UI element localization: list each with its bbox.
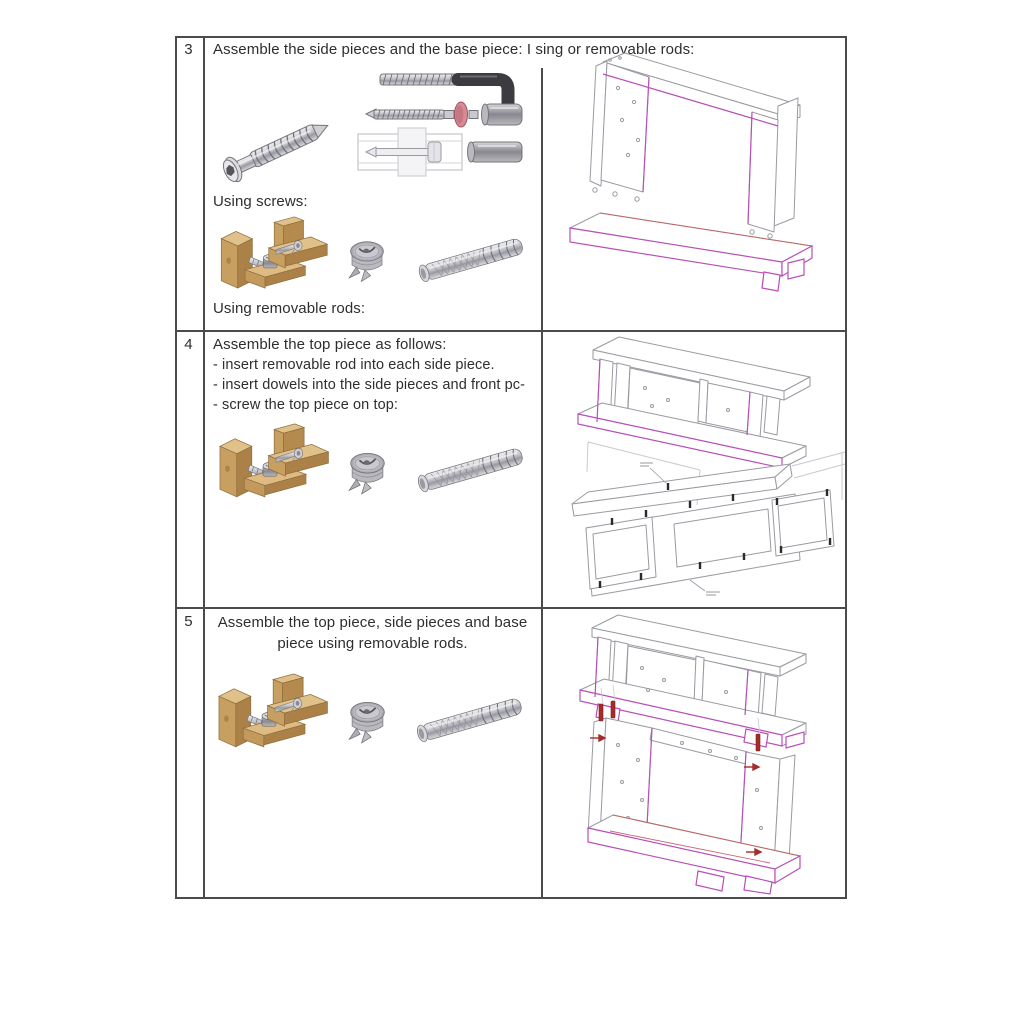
step5-title-line1: Assemble the top piece, side pieces and base xyxy=(217,614,528,631)
step-number-4: 4 xyxy=(184,336,193,353)
step3-caption-screws: Using screws: xyxy=(213,193,308,210)
wood-blocks-joint-icon xyxy=(219,674,327,747)
step4-bullet-3: - screw the top piece on top: xyxy=(213,397,399,413)
frame-and-base-diagram xyxy=(545,40,845,328)
step-number-5: 5 xyxy=(184,613,193,630)
cam-lock-icon xyxy=(349,702,384,743)
assembled-and-base-assembly-diagram xyxy=(544,609,846,899)
cam-lock-icon xyxy=(349,242,383,282)
step3-title: Assemble the side pieces and the base piece: I sing or removable rods: xyxy=(213,41,695,58)
ribbed-dowel-rod-icon xyxy=(416,697,524,743)
wood-blocks-joint-icon xyxy=(220,424,328,497)
step5-title-line2: piece using removable rods. xyxy=(277,635,468,652)
ribbed-dowel-rod-icon xyxy=(417,447,525,493)
step4-title: Assemble the top piece as follows: xyxy=(213,336,447,353)
cam-lock-icon xyxy=(349,453,384,494)
screw-washer-sleeve-icon xyxy=(366,102,522,127)
confirmat-screw-icon xyxy=(220,114,333,185)
step5-hardware-illustrations xyxy=(205,668,543,780)
wood-blocks-joint-icon xyxy=(221,217,327,288)
assembled-and-exploded-diagram xyxy=(544,332,846,606)
step4-bullet-1: - insert removable rod into each side piece. xyxy=(213,357,495,373)
step4-bullet-2: - insert dowels into the side pieces and front pc- xyxy=(213,377,526,393)
bolt-cross-section-icon xyxy=(358,128,522,176)
ribbed-dowel-rod-icon xyxy=(418,237,525,283)
step3-hardware-illustrations xyxy=(205,52,543,328)
table-border-top xyxy=(175,36,847,38)
step-number-3: 3 xyxy=(184,41,193,58)
step3-caption-rods: Using removable rods: xyxy=(213,300,366,317)
step4-hardware-illustrations xyxy=(205,418,543,530)
table-border-left xyxy=(175,36,177,899)
